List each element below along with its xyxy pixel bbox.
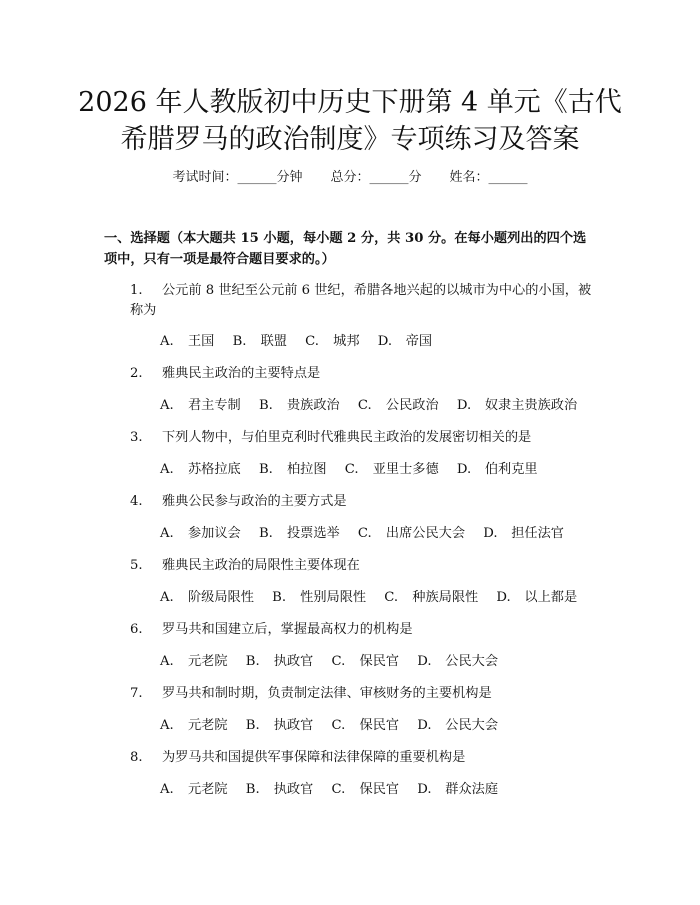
question-text: 罗马共和国建立后，掌握最高权力的机构是 — [162, 622, 413, 637]
option-d: D. 伯利克里 — [456, 462, 538, 477]
option-c: C. 保民官 — [331, 718, 400, 733]
option-d: D. 帝国 — [377, 334, 433, 349]
option-c: C. 种族局限性 — [384, 590, 479, 605]
question-number: 5. — [130, 558, 143, 573]
option-d: D. 奴隶主贵族政治 — [456, 398, 578, 413]
option-a: A. 参加议会 — [160, 526, 241, 541]
exam-info — [0, 168, 700, 188]
option-a: A. 元老院 — [160, 654, 228, 669]
option-a: A. 君主专制 — [160, 398, 241, 413]
question-options — [160, 588, 591, 608]
question-options — [160, 652, 512, 672]
question-text: 下列人物中，与伯里克利时代雅典民主政治的发展密切相关的是 — [162, 430, 532, 445]
option-c: C. 公民政治 — [357, 398, 439, 413]
question-number: 8. — [130, 750, 143, 765]
question-options — [160, 716, 512, 736]
section-heading-line1: 一、选择题（本大题共 15 小题，每小题 2 分，共 30 分。在每小题列出的四个选 — [104, 231, 587, 246]
option-a: A. 苏格拉底 — [160, 462, 241, 477]
option-c: C. 出席公民大会 — [357, 526, 466, 541]
option-b: B. 柏拉图 — [258, 462, 327, 477]
option-c: C. 保民官 — [331, 782, 400, 797]
student-name-label: 姓名：______ — [449, 170, 528, 185]
question-options — [160, 524, 578, 544]
option-d: D. 公民大会 — [417, 718, 499, 733]
question-text: 雅典民主政治的局限性主要体现在 — [162, 558, 360, 573]
total-score-label: 总分：______分 — [330, 170, 422, 185]
option-b: B. 投票选举 — [258, 526, 340, 541]
question-options — [160, 332, 446, 352]
option-d: D. 群众法庭 — [417, 782, 499, 797]
option-a: A. 阶级局限性 — [160, 590, 254, 605]
option-d: D. 以上都是 — [496, 590, 578, 605]
question-number: 4. — [130, 494, 143, 509]
document-title-line2: 希腊罗马的政治制度》专项练习及答案 — [120, 124, 580, 155]
option-d: D. 担任法官 — [483, 526, 564, 541]
option-c: C. 亚里士多德 — [344, 462, 439, 477]
question-number: 3. — [130, 430, 143, 445]
option-d: D. 公民大会 — [417, 654, 499, 669]
question-text: 雅典民主政治的主要特点是 — [162, 366, 321, 381]
option-b: B. 贵族政治 — [258, 398, 340, 413]
question-text: 为罗马共和国提供军事保障和法律保障的重要机构是 — [162, 750, 466, 765]
question-text: 雅典公民参与政治的主要方式是 — [162, 494, 347, 509]
question-number: 7. — [130, 686, 143, 701]
question-options — [160, 780, 512, 800]
option-b: B. 执政官 — [245, 718, 314, 733]
question-number: 2. — [130, 366, 143, 381]
option-b: B. 执政官 — [245, 654, 314, 669]
option-b: B. 性别局限性 — [272, 590, 367, 605]
question-number: 6. — [130, 622, 143, 637]
exam-time-label: 考试时间：______分钟 — [172, 170, 303, 185]
question-options — [160, 396, 591, 416]
option-c: C. 保民官 — [331, 654, 400, 669]
option-b: B. 联盟 — [232, 334, 287, 349]
section-heading-line2: 项中，只有一项是最符合题目要求的。） — [104, 252, 335, 267]
question-options — [160, 460, 552, 480]
option-c: C. 城邦 — [305, 334, 360, 349]
option-a: A. 元老院 — [160, 782, 228, 797]
question-number: 1. — [130, 283, 143, 298]
question-text: 罗马共和制时期，负责制定法律、审核财务的主要机构是 — [162, 686, 492, 701]
question-text: 公元前 8 世纪至公元前 6 世纪，希腊各地兴起的以城市为中心的小国，被 — [162, 283, 592, 298]
option-b: B. 执政官 — [245, 782, 314, 797]
option-a: A. 元老院 — [160, 718, 228, 733]
question-text-continued: 称为 — [130, 303, 157, 318]
option-a: A. 王国 — [160, 334, 215, 349]
document-title-line1: 2026 年人教版初中历史下册第 4 单元《古代 — [78, 87, 622, 118]
